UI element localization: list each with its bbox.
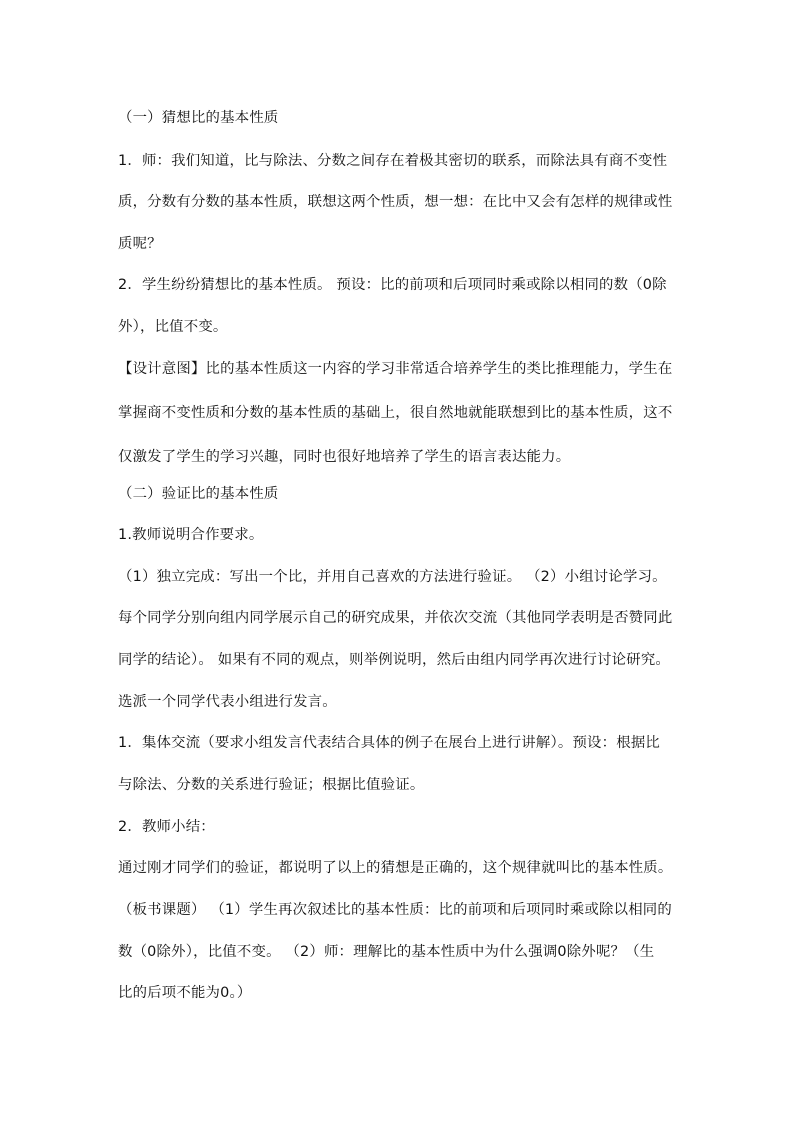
paragraph-line: 选派一个同学代表小组进行发言。 [118, 694, 337, 710]
paragraph-line: 每个同学分别向组内同学展示自己的研究成果，并依次交流（其他同学表明是否赞同此 [118, 610, 673, 626]
design-intent-line: 仅激发了学生的学习兴趣，同时也很好地培养了学生的语言表达能力。 [118, 449, 571, 465]
design-intent-line: 【设计意图】比的基本性质这一内容的学习非常适合培养学生的类比推理能力，学生在 [118, 361, 673, 377]
section-heading-guess: （一）猜想比的基本性质 [118, 110, 279, 126]
paragraph-line: 通过刚才同学们的验证，都说明了以上的猜想是正确的，这个规律就叫比的基本性质。 [118, 860, 673, 876]
paragraph-line: 质呢？ [118, 236, 162, 252]
paragraph-line: 质，分数有分数的基本性质，联想这两个性质，想一想：在比中又会有怎样的规律或性 [118, 194, 673, 210]
paragraph-line: （板书课题） （1）学生再次叙述比的基本性质：比的前项和后项同时乘或除以相同的 [118, 902, 672, 918]
paragraph-line: 1．集体交流（要求小组发言代表结合具体的例子在展台上进行讲解）。预设：根据比 [118, 735, 661, 751]
design-intent-line: 掌握商不变性质和分数的基本性质的基础上，很自然地就能联想到比的基本性质，这不 [118, 405, 673, 421]
paragraph-line: 同学的结论）。 如果有不同的观点，则举例说明，然后由组内同学再次进行讨论研究。 [118, 652, 671, 668]
paragraph-line: 2．教师小结： [118, 819, 215, 835]
paragraph-line: 1.教师说明合作要求。 [118, 527, 264, 543]
section-heading-verify: （二）验证比的基本性质 [118, 486, 279, 502]
paragraph-line: （1）独立完成：写出一个比，并用自己喜欢的方法进行验证。 （2）小组讨论学习。 [118, 569, 667, 585]
paragraph-line: 数（0除外），比值不变。 （2）师：理解比的基本性质中为什么强调0除外呢？（生 [118, 944, 655, 960]
paragraph-line: 比的后项不能为0。） [118, 985, 252, 1001]
paragraph-line: 与除法、分数的关系进行验证；根据比值验证。 [118, 777, 425, 793]
paragraph-line: 2．学生纷纷猜想比的基本性质。 预设：比的前项和后项同时乘或除以相同的数（0除 [118, 277, 667, 293]
paragraph-line: 1．师：我们知道，比与除法、分数之间存在着极其密切的联系，而除法具有商不变性 [118, 153, 668, 169]
paragraph-line: 外），比值不变。 [118, 319, 228, 335]
